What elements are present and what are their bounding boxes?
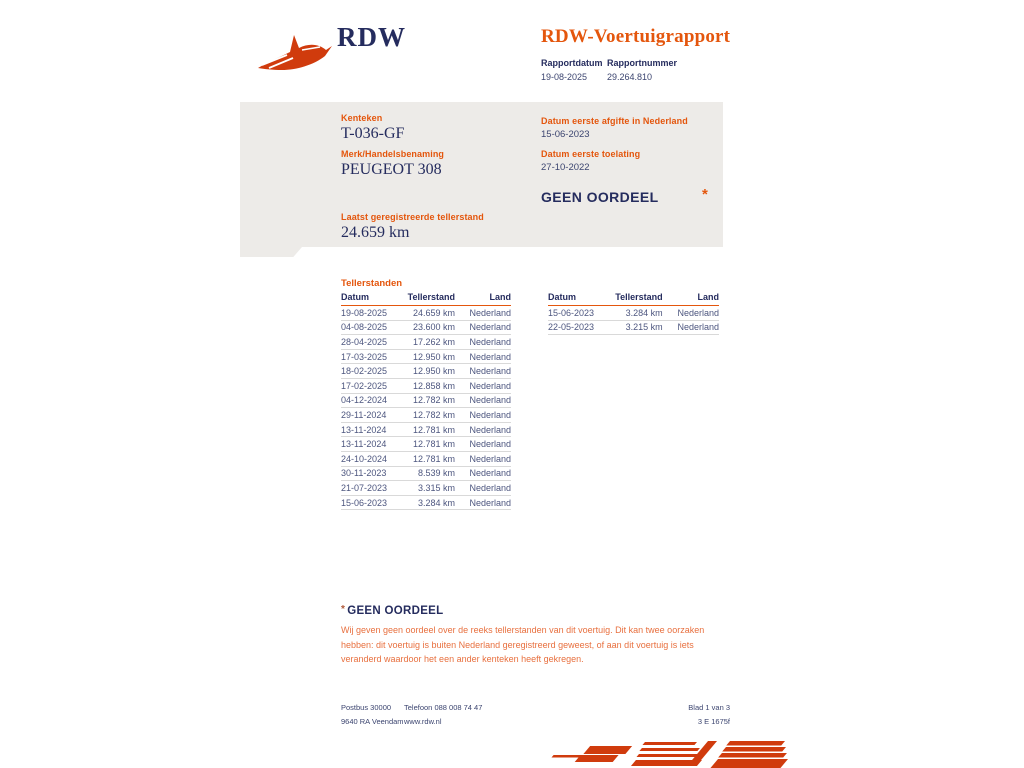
tellerstand-value: 24.659 km xyxy=(341,224,410,241)
summary-box-tail xyxy=(240,247,302,257)
footer-website[interactable]: www.rdw.nl xyxy=(404,717,442,726)
column-header-land: Land xyxy=(455,291,511,306)
footnote-title xyxy=(341,604,733,617)
toelating-label: Datum eerste toelating xyxy=(541,149,641,159)
tellerstanden-section-title: Tellerstanden xyxy=(341,278,403,289)
tellerstand-field xyxy=(341,212,484,242)
table-cell: Nederland xyxy=(455,495,511,510)
table-cell: 8.539 km xyxy=(405,466,455,481)
table-cell: Nederland xyxy=(663,320,719,335)
footer-page-number: Blad 1 van 3 xyxy=(688,703,730,712)
table-cell: Nederland xyxy=(455,320,511,335)
column-header-land: Land xyxy=(663,291,719,306)
toelating-value: 27-10-2022 xyxy=(541,162,590,173)
rdw-wing-logo-icon xyxy=(256,27,334,73)
table-cell: 12.781 km xyxy=(405,451,455,466)
footer-page-info xyxy=(600,701,730,729)
tellerstanden-table-right xyxy=(548,291,719,335)
table-row xyxy=(341,495,511,510)
merk-field xyxy=(341,149,444,179)
report-date-field xyxy=(541,58,603,82)
table-row xyxy=(341,306,511,321)
oordeel-verdict: GEEN OORDEEL xyxy=(541,189,659,205)
table-cell: 3.315 km xyxy=(405,481,455,496)
table-row xyxy=(341,335,511,350)
footer-address-line1: Postbus 30000 xyxy=(341,703,392,712)
table-cell: 18-02-2025 xyxy=(341,364,405,379)
kenteken-field xyxy=(341,113,404,143)
report-number-field xyxy=(607,58,677,82)
table-cell: 15-06-2023 xyxy=(341,495,405,510)
toelating-field xyxy=(541,149,640,173)
page-title: RDW-Voertuigrapport xyxy=(541,26,731,47)
table-cell: 3.284 km xyxy=(612,306,662,321)
afgifte-field xyxy=(541,116,688,140)
table-cell: Nederland xyxy=(455,451,511,466)
table-cell: Nederland xyxy=(455,422,511,437)
table-cell: Nederland xyxy=(455,481,511,496)
table-row xyxy=(548,306,719,321)
table-cell: Nederland xyxy=(455,393,511,408)
report-date-label: Rapportdatum xyxy=(541,58,603,68)
table-row xyxy=(341,378,511,393)
table-cell: 19-08-2025 xyxy=(341,306,405,321)
table-header-row xyxy=(548,291,719,306)
table-row xyxy=(341,437,511,452)
rdw-stripes-graphic-icon xyxy=(545,739,790,768)
table-cell: 04-08-2025 xyxy=(341,320,405,335)
footer-form-code: 3 E 1675f xyxy=(697,717,730,726)
table-row xyxy=(548,320,719,335)
table-cell: Nederland xyxy=(455,466,511,481)
footnote-title-text: GEEN OORDEEL xyxy=(347,605,444,617)
table-cell: 30-11-2023 xyxy=(341,466,405,481)
column-header-tellerstand: Tellerstand xyxy=(612,291,662,306)
report-number-label: Rapportnummer xyxy=(607,58,678,68)
column-header-datum: Datum xyxy=(341,291,405,306)
vehicle-summary-box xyxy=(240,102,723,247)
column-header-tellerstand: Tellerstand xyxy=(405,291,455,306)
geen-oordeel-footnote xyxy=(341,604,733,667)
table-cell: 12.950 km xyxy=(405,349,455,364)
footer-address-line2: 9640 RA Veendam xyxy=(341,717,404,726)
rdw-logo-text: RDW xyxy=(337,22,406,52)
table-cell: 12.781 km xyxy=(405,422,455,437)
table-cell: 13-11-2024 xyxy=(341,422,405,437)
table-cell: Nederland xyxy=(455,349,511,364)
report-date-value: 19-08-2025 xyxy=(541,72,588,82)
table-row xyxy=(341,364,511,379)
table-cell: 17-03-2025 xyxy=(341,349,405,364)
table-cell: 12.782 km xyxy=(405,393,455,408)
tellerstanden-table-left xyxy=(341,291,511,510)
oordeel-asterisk-mark: * xyxy=(702,186,708,203)
footnote-asterisk-mark: * xyxy=(341,604,346,615)
report-number-value: 29.264.810 xyxy=(607,72,653,82)
table-cell: Nederland xyxy=(455,306,511,321)
table-row xyxy=(341,393,511,408)
table-row xyxy=(341,466,511,481)
table-cell: 17.262 km xyxy=(405,335,455,350)
table-cell: Nederland xyxy=(455,378,511,393)
footer-address xyxy=(341,701,404,729)
table-cell: 12.782 km xyxy=(405,408,455,423)
tellerstand-label: Laatst geregistreerde tellerstand xyxy=(341,212,484,222)
table-cell: 24.659 km xyxy=(405,306,455,321)
table-cell: 04-12-2024 xyxy=(341,393,405,408)
footer-contact xyxy=(404,701,482,729)
afgifte-value: 15-06-2023 xyxy=(541,129,590,140)
table-cell: 15-06-2023 xyxy=(548,306,612,321)
kenteken-value: T-036-GF xyxy=(341,125,405,142)
table-cell: 23.600 km xyxy=(405,320,455,335)
table-cell: Nederland xyxy=(455,364,511,379)
table-cell: 21-07-2023 xyxy=(341,481,405,496)
table-cell: 29-11-2024 xyxy=(341,408,405,423)
table-row xyxy=(341,320,511,335)
merk-label: Merk/Handelsbenaming xyxy=(341,149,445,159)
table-cell: 12.858 km xyxy=(405,378,455,393)
table-cell: Nederland xyxy=(455,335,511,350)
merk-value: PEUGEOT 308 xyxy=(341,161,442,178)
table-cell: 12.781 km xyxy=(405,437,455,452)
footer-phone: Telefoon 088 008 74 47 xyxy=(404,703,483,712)
afgifte-label: Datum eerste afgifte in Nederland xyxy=(541,116,688,126)
table-row xyxy=(341,422,511,437)
table-cell: 24-10-2024 xyxy=(341,451,405,466)
table-row xyxy=(341,481,511,496)
table-cell: 28-04-2025 xyxy=(341,335,405,350)
table-cell: 17-02-2025 xyxy=(341,378,405,393)
table-row xyxy=(341,408,511,423)
table-cell: 3.284 km xyxy=(405,495,455,510)
table-row xyxy=(341,451,511,466)
table-cell: 12.950 km xyxy=(405,364,455,379)
column-header-datum: Datum xyxy=(548,291,612,306)
table-cell: 22-05-2023 xyxy=(548,320,612,335)
kenteken-label: Kenteken xyxy=(341,113,383,123)
table-cell: Nederland xyxy=(455,408,511,423)
footnote-text: Wij geven geen oordeel over de reeks tellerstanden van dit voertuig. Dit kan twee oorzaken hebben: dit voertuig is buiten Nederland geregistreerd geweest, of aan dit voertuig is iets veranderd waardoor het een ander kenteken heeft gekregen. xyxy=(341,625,705,664)
table-cell: 3.215 km xyxy=(612,320,662,335)
table-cell: Nederland xyxy=(663,306,719,321)
table-header-row xyxy=(341,291,511,306)
table-row xyxy=(341,349,511,364)
table-cell: Nederland xyxy=(455,437,511,452)
table-cell: 13-11-2024 xyxy=(341,437,405,452)
